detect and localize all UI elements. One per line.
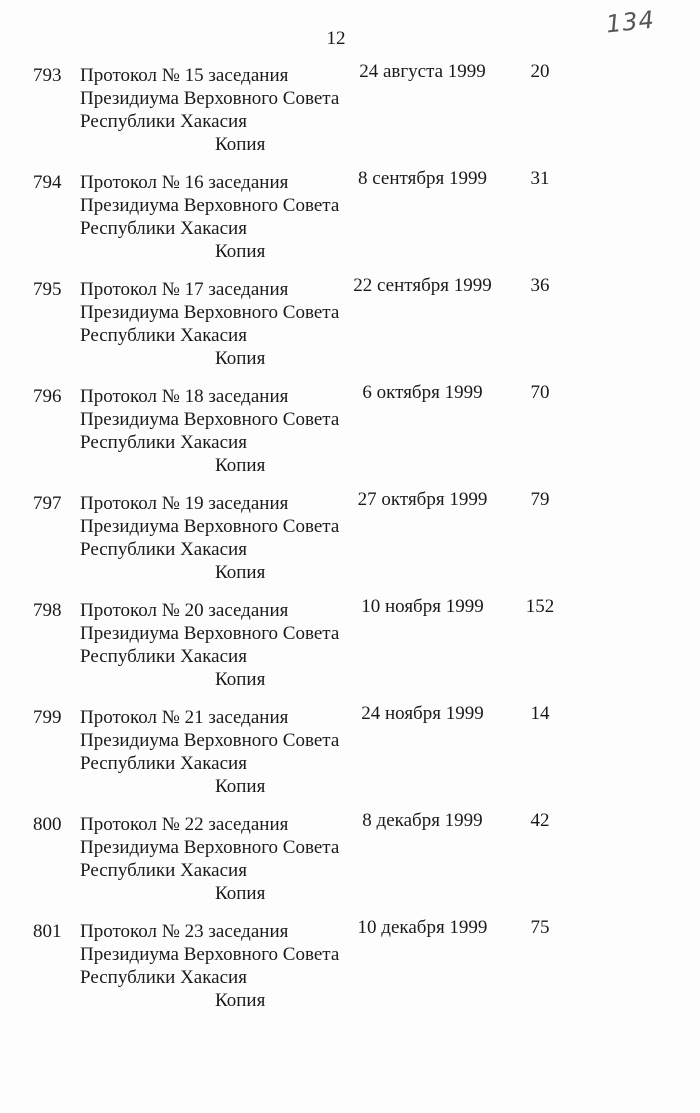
entry-copy-label: Копия <box>215 669 266 690</box>
entry-title-line: Протокол № 17 заседания <box>80 279 289 300</box>
page-number: 12 <box>326 28 346 49</box>
entry-title-line: Президиума Верховного Совета <box>80 623 340 644</box>
entry-date: 27 октября 1999 <box>357 489 488 510</box>
inventory-entry <box>0 488 700 595</box>
entry-number: 794 <box>33 172 62 193</box>
entry-title-line: Президиума Верховного Совета <box>80 837 340 858</box>
inventory-entry <box>0 916 700 1023</box>
entry-title <box>80 492 350 584</box>
entry-page-count: 70 <box>530 382 550 403</box>
entry-date: 10 декабря 1999 <box>357 917 488 938</box>
inventory-entry <box>0 274 700 381</box>
inventory-entry <box>0 595 700 702</box>
entry-title-line: Республики Хакасия <box>80 432 247 453</box>
entry-title-line: Республики Хакасия <box>80 539 247 560</box>
entry-number: 799 <box>33 707 62 728</box>
entry-title-line: Президиума Верховного Совета <box>80 88 340 109</box>
entry-copy-label: Копия <box>215 241 266 262</box>
entry-title <box>80 920 350 1012</box>
entry-title-line: Президиума Верховного Совета <box>80 516 340 537</box>
entry-number: 796 <box>33 386 62 407</box>
entry-title-line: Республики Хакасия <box>80 646 247 667</box>
entry-date: 22 сентября 1999 <box>353 275 492 296</box>
inventory-entry <box>0 381 700 488</box>
entry-title-line: Протокол № 19 заседания <box>80 493 289 514</box>
entry-title-line: Протокол № 18 заседания <box>80 386 289 407</box>
entry-title-line: Протокол № 23 заседания <box>80 921 289 942</box>
entry-title <box>80 278 350 370</box>
entry-number: 800 <box>33 814 62 835</box>
entry-title-line: Протокол № 20 заседания <box>80 600 289 621</box>
entry-title <box>80 64 350 156</box>
entry-title-line: Президиума Верховного Совета <box>80 730 340 751</box>
entry-page-count: 31 <box>530 168 550 189</box>
entry-page-count: 42 <box>530 810 550 831</box>
inventory-entry <box>0 60 700 167</box>
entry-title-line: Протокол № 22 заседания <box>80 814 289 835</box>
entry-number: 801 <box>33 921 62 942</box>
entry-date: 24 августа 1999 <box>359 61 486 82</box>
inventory-entry <box>0 809 700 916</box>
entry-copy-label: Копия <box>215 990 266 1011</box>
entry-page-count: 20 <box>530 61 550 82</box>
entry-number: 793 <box>33 65 62 86</box>
entry-copy-label: Копия <box>215 455 266 476</box>
entry-date: 8 сентября 1999 <box>358 168 487 189</box>
entry-number: 795 <box>33 279 62 300</box>
entry-title-line: Президиума Верховного Совета <box>80 409 340 430</box>
entry-page-count: 152 <box>525 596 555 617</box>
entry-title-line: Республики Хакасия <box>80 111 247 132</box>
inventory-entry <box>0 167 700 274</box>
entry-page-count: 36 <box>530 275 550 296</box>
entry-title-line: Республики Хакасия <box>80 753 247 774</box>
entry-title <box>80 706 350 798</box>
entry-page-count: 79 <box>530 489 550 510</box>
entry-title-line: Республики Хакасия <box>80 325 247 346</box>
entry-copy-label: Копия <box>215 883 266 904</box>
entry-title-line: Президиума Верховного Совета <box>80 944 340 965</box>
entry-date: 24 ноября 1999 <box>361 703 484 724</box>
entry-title <box>80 385 350 477</box>
entry-page-count: 75 <box>530 917 550 938</box>
entry-title-line: Президиума Верховного Совета <box>80 302 340 323</box>
entry-title-line: Протокол № 21 заседания <box>80 707 289 728</box>
entry-date: 8 декабря 1999 <box>362 810 483 831</box>
entry-date: 10 ноября 1999 <box>361 596 484 617</box>
entry-copy-label: Копия <box>215 134 266 155</box>
entry-title-line: Республики Хакасия <box>80 860 247 881</box>
entry-title-line: Республики Хакасия <box>80 967 247 988</box>
inventory-list <box>0 60 700 1023</box>
archive-sheet-number: 134 <box>604 5 657 39</box>
entry-title-line: Протокол № 16 заседания <box>80 172 289 193</box>
entry-copy-label: Копия <box>215 348 266 369</box>
entry-title-line: Протокол № 15 заседания <box>80 65 289 86</box>
entry-copy-label: Копия <box>215 562 266 583</box>
entry-page-count: 14 <box>530 703 550 724</box>
entry-title-line: Президиума Верховного Совета <box>80 195 340 216</box>
entry-copy-label: Копия <box>215 776 266 797</box>
entry-number: 798 <box>33 600 62 621</box>
entry-title <box>80 171 350 263</box>
entry-date: 6 октября 1999 <box>362 382 483 403</box>
entry-title-line: Республики Хакасия <box>80 218 247 239</box>
entry-number: 797 <box>33 493 62 514</box>
inventory-entry <box>0 702 700 809</box>
entry-title <box>80 813 350 905</box>
entry-title <box>80 599 350 691</box>
